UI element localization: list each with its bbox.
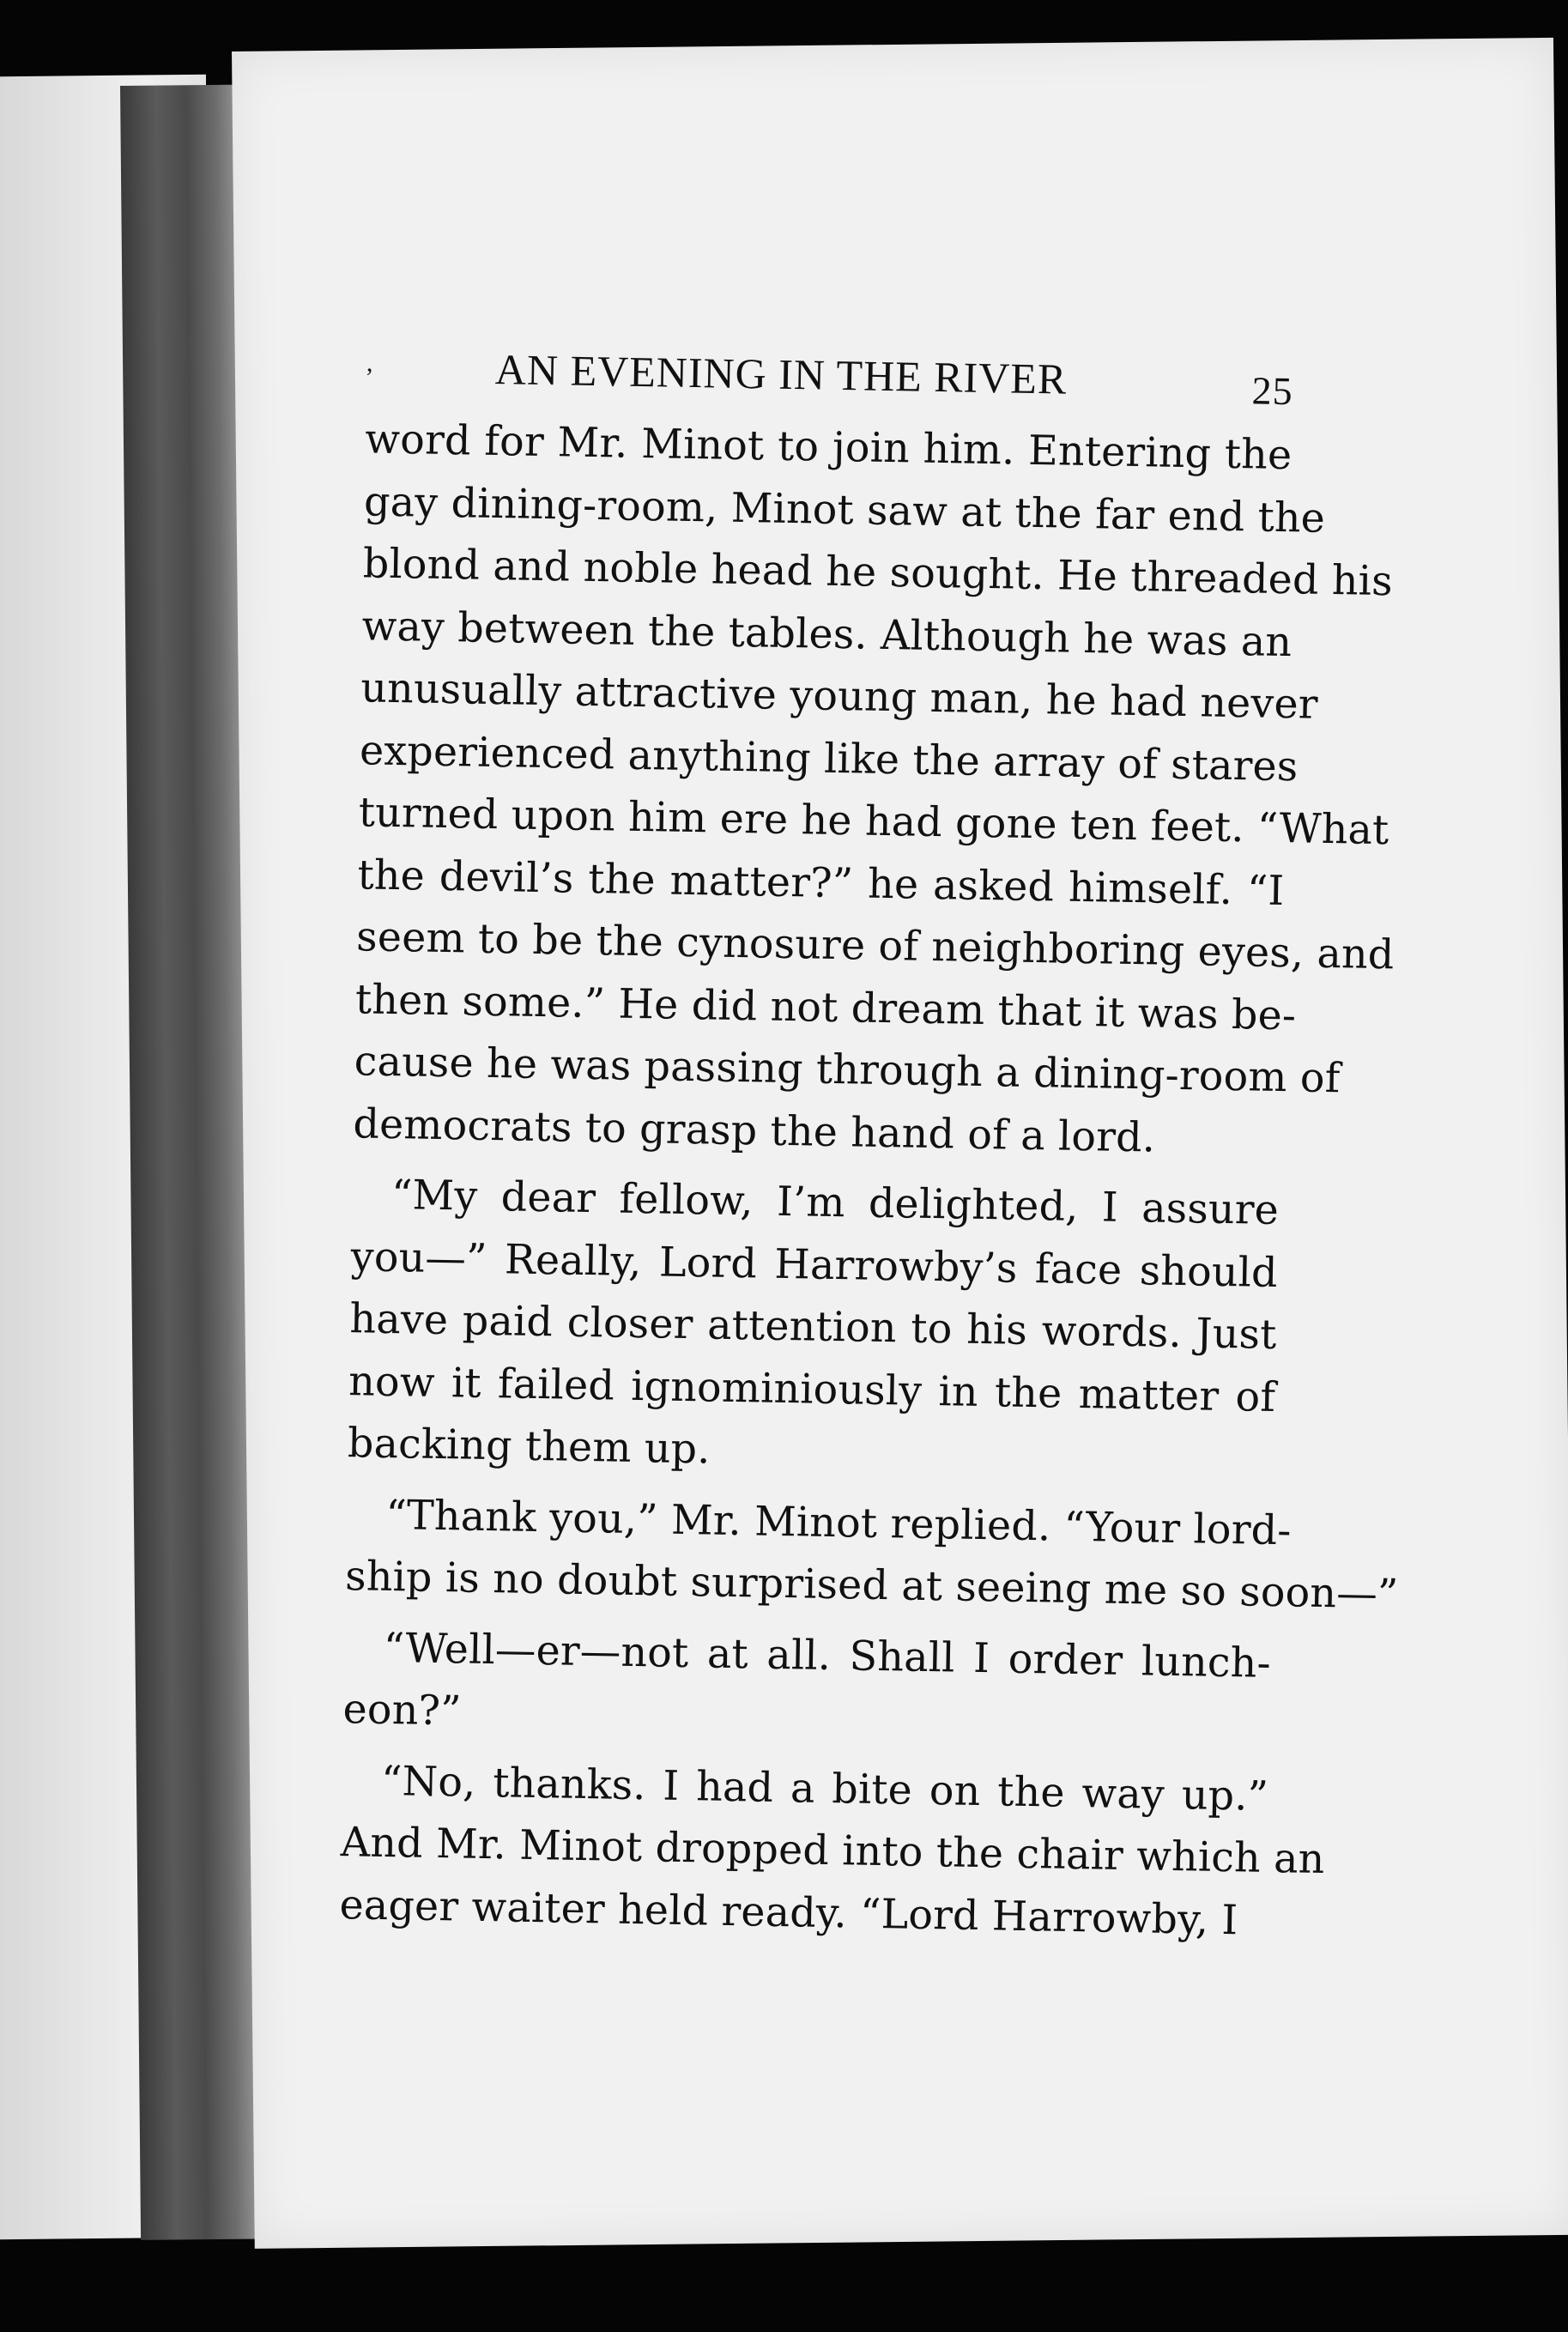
text-line: eager waiter held ready. “Lord Harrowby, I — [339, 1881, 1238, 1944]
paragraph — [353, 409, 1395, 1172]
text-line: seem to be the cynosure of neighboring eyes, and — [355, 913, 1395, 979]
text-line: experienced anything like the array of stares — [359, 726, 1299, 790]
text-line: ship is no doubt surprised at seeing me so soon—” — [344, 1553, 1399, 1619]
paragraph — [347, 1164, 1279, 1491]
text-line: And Mr. Minot dropped into the chair which an — [340, 1819, 1325, 1884]
text-line: word for Mr. Minot to join him. Entering the — [364, 415, 1293, 480]
text-line: unusually attractive young man, he had never — [360, 664, 1319, 729]
text-line: cause he was passing through a dining-room of — [354, 1038, 1341, 1103]
text-line: backing them up. — [347, 1420, 711, 1474]
paragraph — [344, 1484, 1399, 1625]
book-page — [232, 38, 1568, 2249]
running-head-title: AN EVENING IN THE RIVER — [494, 344, 1068, 403]
text-line: have paid closer attention to his words. Just — [349, 1295, 1277, 1360]
text-line: eon?” — [342, 1686, 463, 1735]
body-text — [339, 409, 1399, 1953]
text-line: now it failed ignominiously in the matter of — [348, 1357, 1276, 1421]
text-line: then some.” He did not dream that it was be- — [354, 975, 1297, 1039]
page-number: 25 — [1251, 368, 1294, 414]
text-line: you—” Really, Lord Harrowby’s face should — [350, 1233, 1279, 1297]
page-text-block — [339, 307, 1399, 1953]
running-head — [366, 307, 1294, 414]
text-line: democrats to grasp the hand of a lord. — [353, 1099, 1156, 1162]
text-line: turned upon him ere he had gone ten feet. “What — [358, 789, 1389, 855]
text-line: blond and noble head he sought. He threaded his — [362, 540, 1394, 606]
text-line: way between the tables. Although he was an — [361, 602, 1293, 666]
paragraph — [339, 1750, 1325, 1953]
text-line: “Well—er—not at all. Shall I order lunch- — [383, 1624, 1272, 1687]
text-line: the devil’s the matter?” he asked himself. “I — [357, 851, 1285, 915]
text-line: “My dear fellow, I’m delighted, I assure — [390, 1172, 1280, 1235]
paragraph — [342, 1617, 1271, 1758]
text-line: “Thank you,” Mr. Minot replied. “Your lord- — [385, 1491, 1293, 1554]
text-line: “No, thanks. I had a bite on the way up.” — [380, 1757, 1269, 1820]
stray-mark: , — [366, 348, 374, 378]
text-line: gay dining-room, Minot saw at the far end the — [363, 477, 1326, 542]
